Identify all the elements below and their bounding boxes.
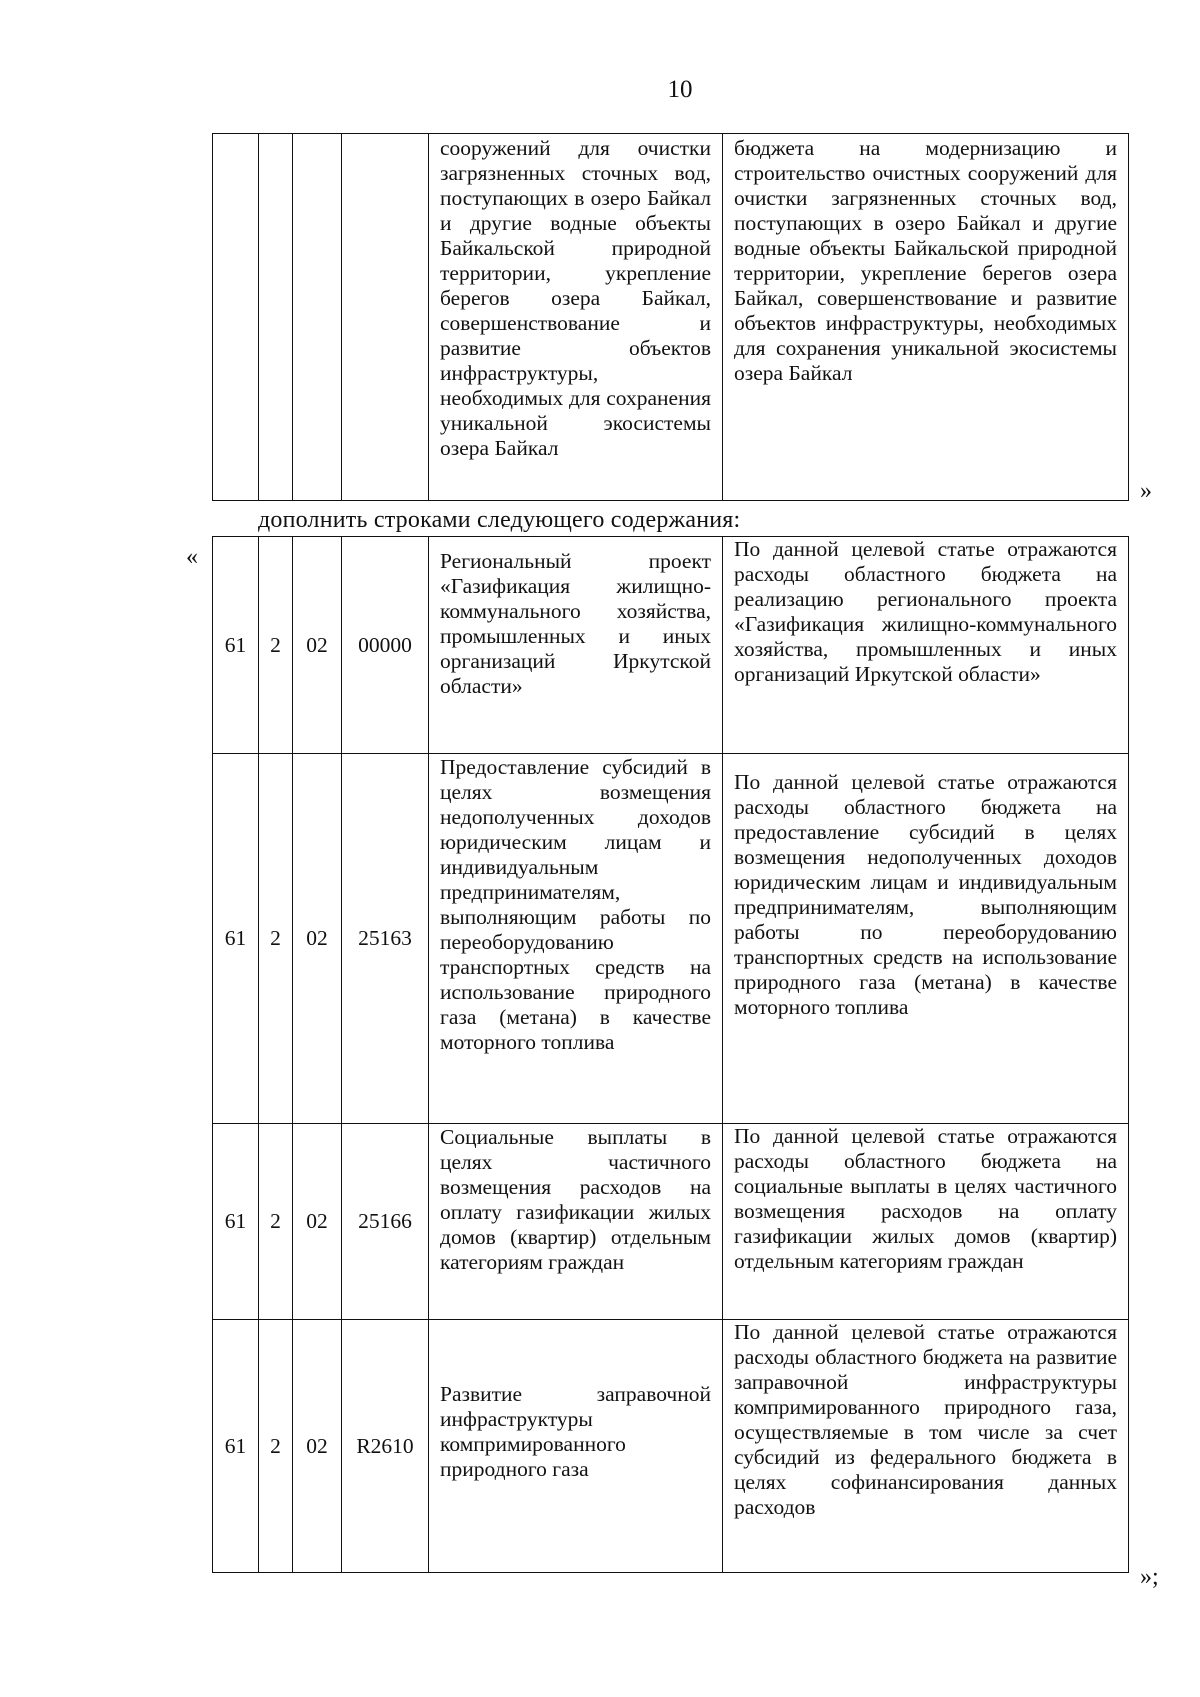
closing-quote: » <box>1140 478 1152 504</box>
instruction-text: дополнить строками следующего содержания: <box>258 507 741 533</box>
code-cell-program: 61 <box>213 754 259 1124</box>
new-rows-table <box>212 536 1129 1573</box>
code-cell-expense: 25166 <box>342 1124 429 1320</box>
code-cell-program: 61 <box>213 1124 259 1320</box>
code-cell-program <box>213 134 259 501</box>
code-cell-direction: 02 <box>293 1320 342 1573</box>
description-cell: По данной целевой статье отражаются расходы областного бюджета на предоставление субсидий в целях возмещения недополученных доходов юридическим лицам и индивидуальным предпринимателям, выполняющим работы по переоборудованию транспортных средств на использование природного газа (метана) в качестве моторного топлива <box>723 754 1129 1124</box>
code-cell-direction: 02 <box>293 1124 342 1320</box>
code-cell-program: 61 <box>213 537 259 754</box>
code-cell-expense: 00000 <box>342 537 429 754</box>
table-row <box>213 754 1129 1124</box>
code-cell-expense <box>342 134 429 501</box>
description-cell: По данной целевой статье отражаются расходы областного бюджета на реализацию регионального проекта «Газификация жилищно-коммунального хозяйства, промышленных и иных организаций Иркутской области» <box>723 537 1129 754</box>
code-cell-direction: 02 <box>293 537 342 754</box>
table-row <box>213 134 1129 501</box>
name-cell: Развитие заправочной инфраструктуры компримированного природного газа <box>429 1320 723 1573</box>
name-cell: Региональный проект «Газификация жилищно-коммунального хозяйства, промышленных и иных организаций Иркутской области» <box>429 537 723 754</box>
code-cell-expense: R2610 <box>342 1320 429 1573</box>
name-cell: Предоставление субсидий в целях возмещения недополученных доходов юридическим лицам и индивидуальным предпринимателям, выполняющим работы по переоборудованию транспортных средств на использование природного газа (метана) в качестве моторного топлива <box>429 754 723 1124</box>
table-row <box>213 1124 1129 1320</box>
name-cell: Социальные выплаты в целях частичного возмещения расходов на оплату газификации жилых домов (квартир) отдельным категориям граждан <box>429 1124 723 1320</box>
description-cell: По данной целевой статье отражаются расходы областного бюджета на развитие заправочной инфраструктуры компримированного природного газа, осуществляемые в том числе за счет субсидий из федерального бюджета в целях софинансирования данных расходов <box>723 1320 1129 1573</box>
code-cell-direction <box>293 134 342 501</box>
code-cell-subprogram: 2 <box>259 1124 293 1320</box>
code-cell-expense: 25163 <box>342 754 429 1124</box>
description-cell: По данной целевой статье отражаются расходы областного бюджета на социальные выплаты в целях частичного возмещения расходов на оплату газификации жилых домов (квартир) отдельным категориям граждан <box>723 1124 1129 1320</box>
code-cell-subprogram: 2 <box>259 754 293 1124</box>
description-cell: бюджета на модернизацию и строительство очистных сооружений для очистки загрязненных сточных вод, поступающих в озеро Байкал и другие водные объекты Байкальской природной территории, укрепление берегов озера Байкал, совершенствование и развитие объектов инфраструктуры, необходимых для сохранения уникальной экосистемы озера Байкал <box>723 134 1129 501</box>
code-cell-direction: 02 <box>293 754 342 1124</box>
continuation-table <box>212 133 1129 501</box>
page-number: 10 <box>667 76 693 103</box>
code-cell-program: 61 <box>213 1320 259 1573</box>
name-cell: сооружений для очистки загрязненных сточных вод, поступающих в озеро Байкал и другие водные объекты Байкальской природной территории, укрепление берегов озера Байкал, совершенствование и развитие объектов инфраструктуры, необходимых для сохранения уникальной экосистемы озера Байкал <box>429 134 723 501</box>
code-cell-subprogram: 2 <box>259 537 293 754</box>
code-cell-subprogram <box>259 134 293 501</box>
opening-quote: « <box>186 544 198 570</box>
table-row <box>213 537 1129 754</box>
closing-quote: »; <box>1140 1564 1159 1590</box>
code-cell-subprogram: 2 <box>259 1320 293 1573</box>
table-row <box>213 1320 1129 1573</box>
